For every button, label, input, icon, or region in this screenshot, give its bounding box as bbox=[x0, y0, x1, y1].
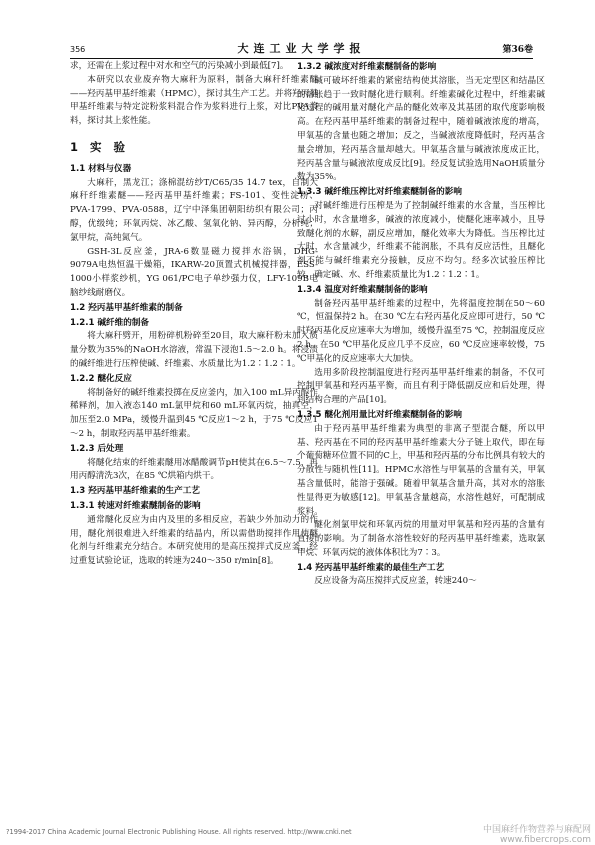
right-column bbox=[297, 60, 545, 589]
paragraph: 将制备好的碱纤维素投掷在反应釜内，加入100 mL异丙醇作稀释剂，加入液态140 mL氯甲烷和60 mL环氧丙烷，抽真空，加压至2.0 MPa，缓慢升温到45 ℃反应1～2 h，于75 ℃反应1～2 h，制取羟丙基甲基纤维素。 bbox=[70, 387, 318, 439]
subsubsection-heading: 1.3.3 碱纤维压榨比对纤维素醚制备的影响 bbox=[297, 187, 462, 198]
site-watermark bbox=[483, 825, 591, 845]
subsection-heading: 1.3 羟丙基甲基纤维素的生产工艺 bbox=[70, 486, 200, 497]
page-footer bbox=[0, 825, 595, 845]
subsubsection-heading: 1.3.2 碱浓度对纤维素醚制备的影响 bbox=[297, 62, 437, 72]
paragraph: 碱可破坏纤维素的紧密结构使其溶胀，当无定型区和结晶区的溶胀趋于一致时醚化进行顺利。纤维素碱化过程中，纤维素碱化过程的碱用量对醚化产品的醚化效率及其基团的取代度影响极高。在羟丙基甲基纤维素的制备过程中，随着碱液浓度的增高，甲氧基的含量也随之增加；反之，当碱液浓度降低时，羟丙基含量会增加，羟丙基含量却越大。甲氧基含量与碱液浓度成正比，羟丙基含量与碱液浓度成反比[9]。经反复试验选用NaOH质量分数为35%。 bbox=[297, 75, 545, 183]
copyright-notice: ?1994-2017 China Academic Journal Electronic Publishing House. All rights reserved. http://www.cnki.net bbox=[6, 828, 352, 836]
paragraph: 对碱纤维进行压榨是为了控制碱纤维素的水含量，当压榨比过小时，水含量增多，碱液的浓度减小，使醚化速率减小，且导致醚化剂的水解，副反应增加，醚化效率大为降低。当压榨比过大时，水含量减少，纤维素不能润胀，不具有反应活性，且醚化剂不能与碱纤维素充分接触，反应不均匀。经多次试验压榨比较，确定碱、水、纤维素质量比为1.2∶1.2∶1。 bbox=[297, 200, 545, 280]
left-column bbox=[70, 60, 318, 569]
running-header bbox=[70, 36, 533, 59]
subsubsection-heading: 1.3.4 温度对纤维素醚制备的影响 bbox=[297, 284, 428, 295]
journal-title: 大连工业大学学报 bbox=[237, 42, 366, 55]
paragraph: 将大麻秆劈开，用粉碎机粉碎至20目，取大麻秆粉末加入质量分数为35%的NaOH水溶液，常温下浸泡1.5～2.0 h。将浸渍的碱纤维进行压榨使碱、纤维素、水质量比为1.2∶1.2∶1。 bbox=[70, 331, 318, 369]
subsection-heading: 1.1 材料与仪器 bbox=[70, 163, 132, 174]
subsubsection-heading: 1.2.1 碱纤维的制备 bbox=[70, 317, 150, 328]
subsection-heading: 1.4 羟丙基甲基纤维素的最佳生产工艺 bbox=[297, 562, 445, 573]
paragraph: 选用多阶段控制温度进行羟丙基甲基纤维素的制备，不仅可控制甲氧基和羟丙基平衡，而且有利于降低副反应和后处理，得到结构合理的产品[10]。 bbox=[297, 367, 545, 406]
subsubsection-heading: 1.2.3 后处理 bbox=[70, 443, 124, 454]
page-number: 356 bbox=[70, 45, 86, 54]
subsubsection-heading: 1.2.2 醚化反应 bbox=[70, 373, 132, 384]
paragraph: 通常醚化反应为由内及里的多相反应，若缺少外加动力的作用，醚化剂很难进入纤维素的结晶内，所以需借助搅拌作用使醚化剂与纤维素充分结合。本研究使用的是高压搅拌式反应釜，经过重复试验论证，选取的转速为240～350 r/min[8]。 bbox=[70, 514, 318, 567]
paragraph: 将醚化结束的纤维素醚用冰醋酸调节pH使其在6.5～7.5，再用丙醇清洗3次，在85 ℃烘箱内烘干。 bbox=[70, 457, 318, 482]
watermark-line-1: 中国麻纤作物营养与麻配网 bbox=[482, 825, 591, 835]
paragraph: 本研究以农业废弃物大麻秆为原料，制备大麻秆纤维素醚——羟丙基甲基纤维素（HPMC），探讨其生产工艺。并将羟丙基甲基纤维素与特定淀粉浆料混合作为浆料进行上浆，对比PVA浆料，探讨其上浆性能。 bbox=[70, 74, 318, 127]
paragraph: 制备羟丙基甲基纤维素的过程中，先将温度控制在50～60 ℃，恒温保持2 h。在30 ℃左右羟丙基化反应即可进行，50 ℃时羟丙基化反应速率大为增加，缓慢升温至75 ℃，控制温度反应2 h。在50 ℃甲基化反应几乎不反应，60 ℃反应速率较慢，75 ℃甲基化的反应速率大大加快。 bbox=[297, 298, 545, 364]
watermark-line-2: www.fibercrops.com bbox=[500, 835, 591, 845]
section-heading: 1 实 验 bbox=[70, 139, 130, 154]
paragraph: 由于羟丙基甲基纤维素为典型的非离子型混合醚，所以甲基、羟丙基在不同的羟丙基甲基纤维素大分子链上取代，即在每个葡萄糖环位置不同的C上，甲基和羟丙基的分布比例具有较大的分散性与随机性[11]。HPMC水溶性与甲氧基的含量有关，甲氧基含量低时，能溶于强碱。随着甲氧基含量升高，其对水的溶胀性显得更为敏感[12]。甲氧基含量越高，水溶性越好，可配制成浆料。 bbox=[297, 423, 545, 517]
subsection-heading: 1.2 羟丙基甲基纤维素的制备 bbox=[70, 302, 183, 313]
volume-label: 第36卷 bbox=[502, 45, 533, 55]
paragraph: 大麻秆，黑龙江；涤棉混纺纱T/C65/35 14.7 tex，自制大麻秆纤维素醚——羟丙基甲基纤维素；FS-101、变性淀粉、PVA-1799、PVA-0588，辽宁中泽集团朝阳纺织有限公司；丙醇，优级纯；环氧丙烷、冰乙酸、氢氧化钠、异丙醇，分析纯；氯甲烷，高纯氮气。 bbox=[70, 177, 318, 243]
subsubsection-heading: 1.3.1 转速对纤维素醚制备的影响 bbox=[70, 500, 201, 511]
paragraph: 醚化剂氯甲烷和环氧丙烷的用量对甲氧基和羟丙基的含量有直接的影响。为了制备水溶性较好的羟丙基甲基纤维素，选取氯甲烷、环氧丙烷的液体体积比为7∶3。 bbox=[297, 520, 545, 558]
paragraph: 反应设备为高压搅拌式反应釜，转速240～ bbox=[314, 576, 477, 587]
paragraph: GSH-3L反应釜，JRA-6数显磁力搅拌水浴锅，DHG-9079A电热恒温干燥箱，IKARW-20顶置式机械搅拌器，ESS-1000小样浆纱机，YG 061/PC电子单纱强力仪，LFY-109B电脑纱线耐磨仪。 bbox=[70, 246, 318, 298]
subsubsection-heading: 1.3.5 醚化剂用量比对纤维素醚制备的影响 bbox=[297, 409, 462, 420]
paragraph: 求，还需在上浆过程中对水和空气的污染减小到最低[7]。 bbox=[70, 61, 289, 71]
